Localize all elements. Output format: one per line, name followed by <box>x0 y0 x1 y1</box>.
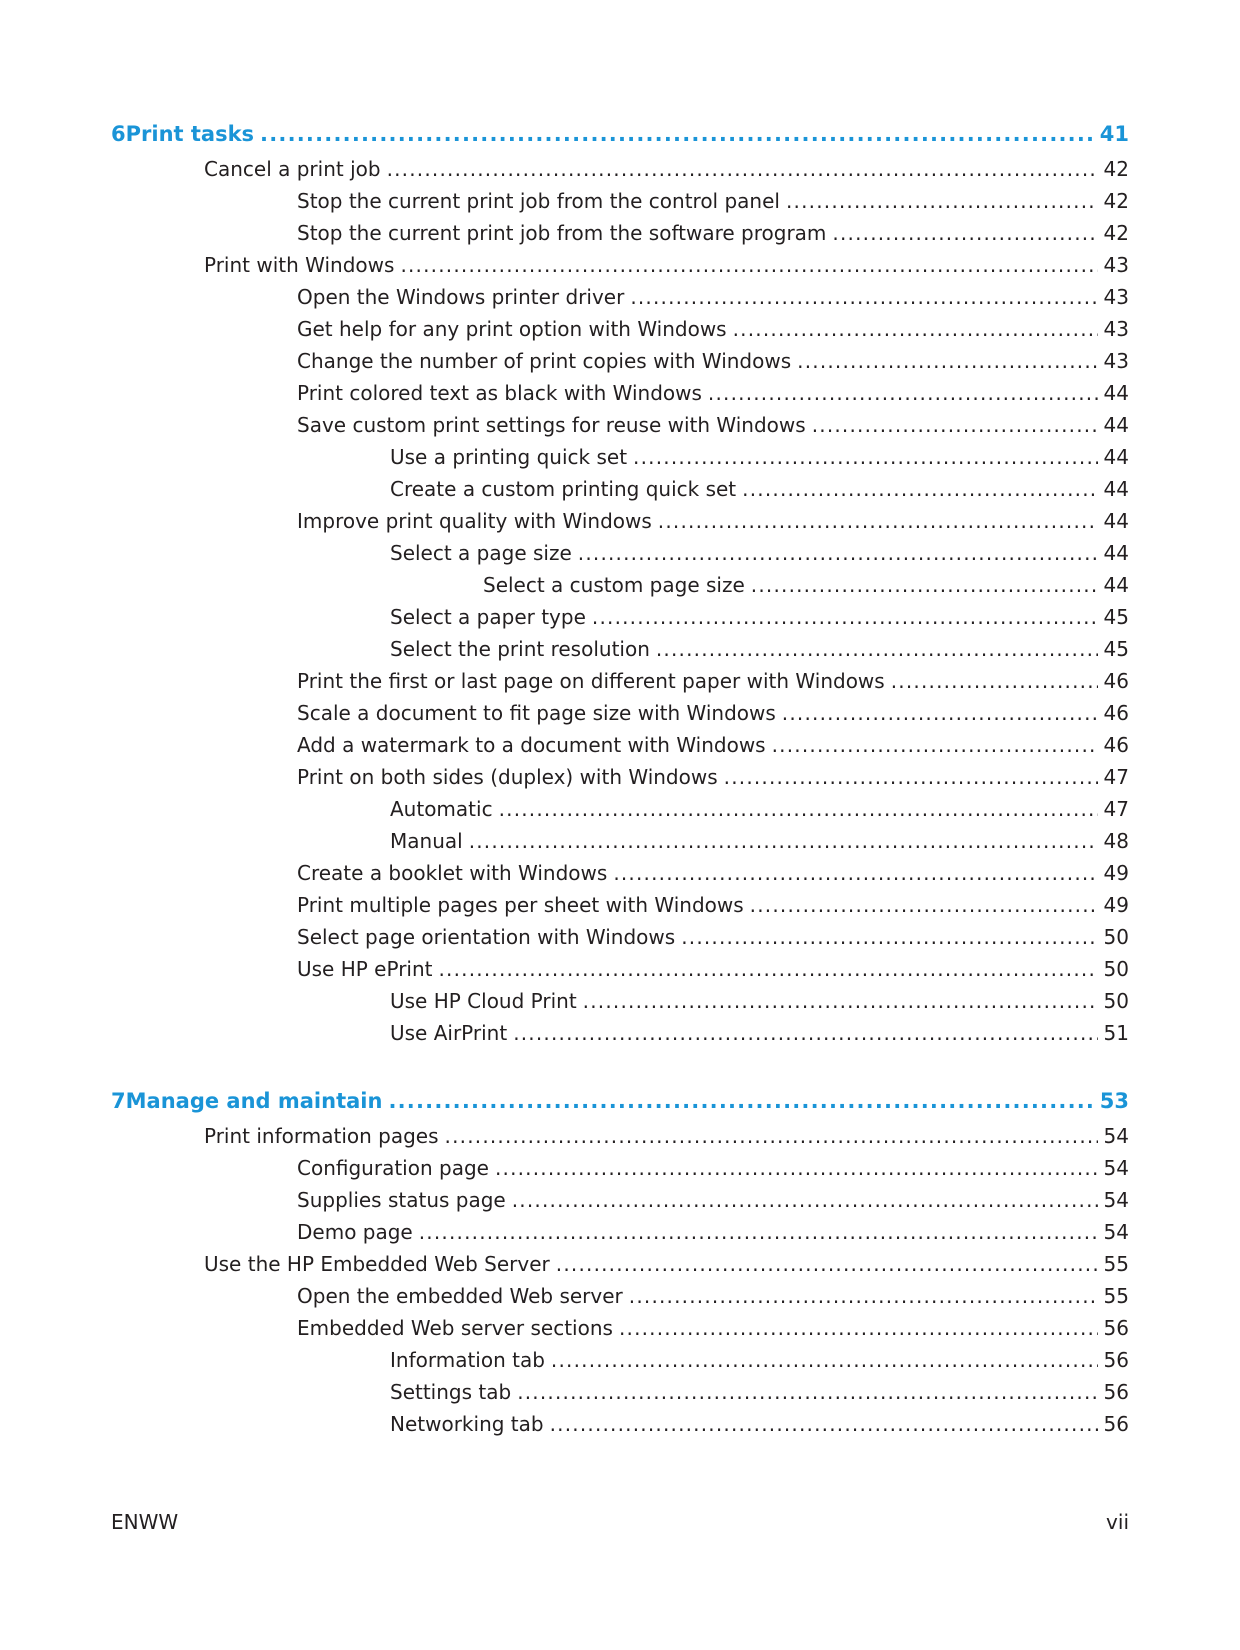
entry-label: Supplies status page <box>297 1188 506 1212</box>
dot-leader <box>445 1121 1098 1151</box>
dot-leader <box>708 378 1098 408</box>
toc-entry[interactable] <box>297 314 1129 344</box>
entry-label: Use the HP Embedded Web Server <box>204 1252 550 1276</box>
dot-leader <box>556 1249 1098 1279</box>
toc-entry[interactable] <box>390 538 1129 568</box>
toc-entry[interactable] <box>297 1313 1129 1343</box>
toc-entry[interactable] <box>204 250 1129 280</box>
page-number: 46 <box>1103 669 1129 693</box>
toc-entry[interactable] <box>390 986 1129 1016</box>
dot-leader <box>658 506 1098 536</box>
entry-label: Improve print quality with Windows <box>297 509 652 533</box>
page-number: 49 <box>1103 861 1129 885</box>
toc-entry[interactable] <box>297 218 1129 248</box>
page-number: 56 <box>1103 1380 1129 1404</box>
page-number: 44 <box>1103 445 1129 469</box>
page-number: 55 <box>1103 1284 1129 1308</box>
entry-label: Use AirPrint <box>390 1021 508 1045</box>
dot-leader <box>592 602 1098 632</box>
footer-left-label: ENWW <box>111 1510 179 1534</box>
toc-entry[interactable] <box>390 794 1129 824</box>
entry-label: Select a page size <box>390 541 572 565</box>
toc-entry[interactable] <box>297 410 1129 440</box>
entry-label: Get help for any print option with Windows <box>297 317 727 341</box>
page-number: 50 <box>1103 989 1129 1013</box>
entry-label: Select a paper type <box>390 605 586 629</box>
page-number: 44 <box>1103 509 1129 533</box>
page-number: 41 <box>1099 122 1129 146</box>
dot-leader <box>495 1153 1098 1183</box>
page-number: 42 <box>1103 189 1129 213</box>
page-number: 47 <box>1103 797 1129 821</box>
entry-label: Use HP ePrint <box>297 957 433 981</box>
dot-leader <box>751 570 1098 600</box>
page-number: 42 <box>1103 221 1129 245</box>
dot-leader <box>550 1409 1098 1439</box>
toc-entry[interactable] <box>297 506 1129 536</box>
dot-leader <box>782 698 1098 728</box>
dot-leader <box>619 1313 1098 1343</box>
dot-leader <box>512 1185 1098 1215</box>
page-number: 56 <box>1103 1412 1129 1436</box>
dot-leader <box>750 890 1098 920</box>
dot-leader <box>613 858 1097 888</box>
toc-entry[interactable] <box>297 346 1129 376</box>
chapter-title: Print tasks <box>125 122 255 146</box>
toc-entry[interactable] <box>390 602 1129 632</box>
dot-leader <box>656 634 1098 664</box>
toc-entry[interactable] <box>297 730 1129 760</box>
entry-label: Select a custom page size <box>483 573 745 597</box>
dot-leader <box>797 346 1097 376</box>
entry-label: Cancel a print job <box>204 157 381 181</box>
page-number: 56 <box>1103 1348 1129 1372</box>
entry-label: Open the Windows printer driver <box>297 285 625 309</box>
entry-label: Configuration page <box>297 1156 489 1180</box>
dot-leader <box>733 314 1098 344</box>
entry-label: Embedded Web server sections <box>297 1316 613 1340</box>
page-number: 54 <box>1103 1124 1129 1148</box>
page-number: 50 <box>1103 957 1129 981</box>
page-number: 42 <box>1103 157 1129 181</box>
entry-label: Stop the current print job from the control panel <box>297 189 780 213</box>
toc-entry[interactable] <box>390 1377 1129 1407</box>
toc-entry[interactable] <box>297 890 1129 920</box>
page-number: 44 <box>1103 573 1129 597</box>
toc-entry[interactable] <box>297 1153 1129 1183</box>
dot-leader <box>517 1377 1097 1407</box>
dot-leader <box>786 186 1098 216</box>
toc-entry[interactable] <box>297 1281 1129 1311</box>
toc-entry[interactable] <box>297 1217 1129 1247</box>
toc-entry[interactable] <box>390 1345 1129 1375</box>
toc-entry[interactable] <box>390 474 1129 504</box>
toc-entry[interactable] <box>204 154 1129 184</box>
page-number: 44 <box>1103 541 1129 565</box>
toc-entry[interactable] <box>390 826 1129 856</box>
page-number: 45 <box>1103 605 1129 629</box>
page-number: 48 <box>1103 829 1129 853</box>
page-number: 45 <box>1103 637 1129 661</box>
entry-label: Create a booklet with Windows <box>297 861 608 885</box>
page-number: 54 <box>1103 1220 1129 1244</box>
dot-leader <box>681 922 1097 952</box>
dot-leader <box>387 154 1098 184</box>
chapter-title: Manage and maintain <box>125 1089 383 1113</box>
toc-chapter-6[interactable] <box>111 119 1129 149</box>
page-number: 43 <box>1103 317 1129 341</box>
dot-leader <box>388 1086 1093 1116</box>
toc-entry[interactable] <box>297 858 1129 888</box>
toc-entry[interactable] <box>390 1018 1129 1048</box>
footer-page-number: vii <box>1106 1510 1129 1534</box>
toc-entry[interactable] <box>297 666 1129 696</box>
entry-label: Add a watermark to a document with Windows <box>297 733 766 757</box>
toc-entry[interactable] <box>390 634 1129 664</box>
toc-entry[interactable] <box>204 1121 1129 1151</box>
page-number: 43 <box>1103 285 1129 309</box>
toc-entry[interactable] <box>297 762 1129 792</box>
dot-leader <box>583 986 1098 1016</box>
toc-chapter-7[interactable] <box>111 1086 1129 1116</box>
dot-leader <box>499 794 1098 824</box>
page-number: 46 <box>1103 701 1129 725</box>
toc-entry[interactable] <box>297 922 1129 952</box>
chapter-number: 6 <box>111 122 126 146</box>
entry-label: Manual <box>390 829 463 853</box>
entry-label: Create a custom printing quick set <box>390 477 737 501</box>
page-number: 54 <box>1103 1156 1129 1180</box>
page-number: 44 <box>1103 381 1129 405</box>
chapter-number: 7 <box>111 1089 126 1113</box>
dot-leader <box>439 954 1098 984</box>
toc-entry[interactable] <box>297 282 1129 312</box>
entry-label: Print information pages <box>204 1124 439 1148</box>
entry-label: Save custom print settings for reuse with Windows <box>297 413 806 437</box>
entry-label: Select the print resolution <box>390 637 650 661</box>
toc-entry[interactable] <box>204 1249 1129 1279</box>
toc-entry[interactable] <box>390 1409 1129 1439</box>
entry-label: Stop the current print job from the software program <box>297 221 827 245</box>
toc-entry[interactable] <box>483 570 1129 600</box>
page-number: 50 <box>1103 925 1129 949</box>
page-number: 44 <box>1103 477 1129 501</box>
entry-label: Settings tab <box>390 1380 512 1404</box>
page-number: 54 <box>1103 1188 1129 1212</box>
entry-label: Print with Windows <box>204 253 395 277</box>
entry-label: Information tab <box>390 1348 545 1372</box>
dot-leader <box>742 474 1097 504</box>
entry-label: Print on both sides (duplex) with Windows <box>297 765 718 789</box>
entry-label: Networking tab <box>390 1412 544 1436</box>
dot-leader <box>260 119 1094 149</box>
entry-label: Change the number of print copies with Windows <box>297 349 792 373</box>
entry-label: Automatic <box>390 797 493 821</box>
dot-leader <box>551 1345 1098 1375</box>
page-number: 46 <box>1103 733 1129 757</box>
dot-leader <box>891 666 1098 696</box>
entry-label: Scale a document to fit page size with Windows <box>297 701 776 725</box>
page-number: 56 <box>1103 1316 1129 1340</box>
entry-label: Select page orientation with Windows <box>297 925 676 949</box>
page-number: 55 <box>1103 1252 1129 1276</box>
dot-leader <box>629 1281 1098 1311</box>
toc-entry[interactable] <box>297 378 1129 408</box>
page-number: 43 <box>1103 253 1129 277</box>
dot-leader <box>630 282 1097 312</box>
page-number: 49 <box>1103 893 1129 917</box>
toc-entry[interactable] <box>297 954 1129 984</box>
page-number: 53 <box>1099 1089 1129 1113</box>
page-number: 47 <box>1103 765 1129 789</box>
dot-leader <box>724 762 1098 792</box>
dot-leader <box>812 410 1098 440</box>
toc-entry[interactable] <box>390 442 1129 472</box>
dot-leader <box>400 250 1097 280</box>
toc-entry[interactable] <box>297 186 1129 216</box>
entry-label: Open the embedded Web server <box>297 1284 623 1308</box>
entry-label: Demo page <box>297 1220 413 1244</box>
page-number: 51 <box>1103 1021 1129 1045</box>
page-number: 44 <box>1103 413 1129 437</box>
toc-entry[interactable] <box>297 1185 1129 1215</box>
dot-leader <box>633 442 1098 472</box>
dot-leader <box>578 538 1098 568</box>
entry-label: Print multiple pages per sheet with Windows <box>297 893 744 917</box>
entry-label: Use HP Cloud Print <box>390 989 577 1013</box>
dot-leader <box>772 730 1098 760</box>
dot-leader <box>469 826 1098 856</box>
dot-leader <box>513 1018 1097 1048</box>
entry-label: Use a printing quick set <box>390 445 628 469</box>
toc-entry[interactable] <box>297 698 1129 728</box>
entry-label: Print colored text as black with Windows <box>297 381 702 405</box>
entry-label: Print the first or last page on different paper with Windows <box>297 669 885 693</box>
dot-leader <box>832 218 1097 248</box>
dot-leader <box>419 1217 1098 1247</box>
page-number: 43 <box>1103 349 1129 373</box>
